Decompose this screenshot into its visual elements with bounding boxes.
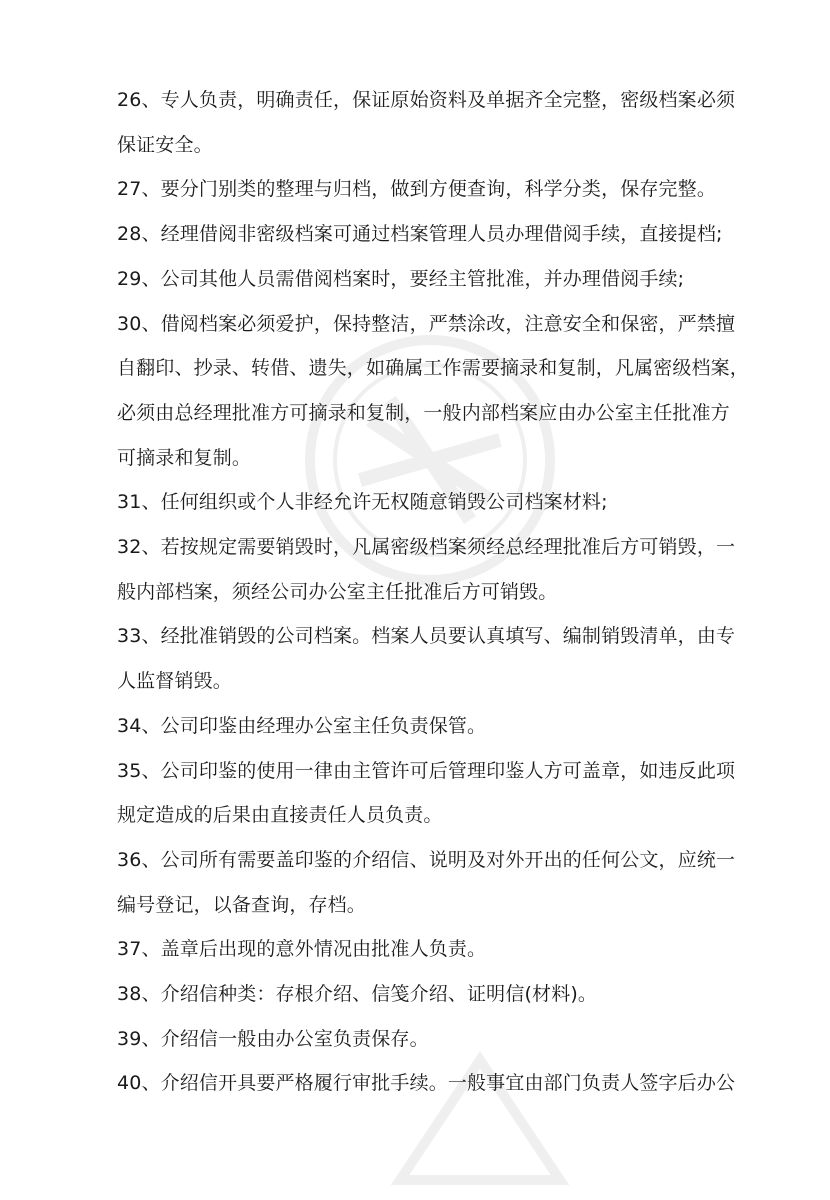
document-body [117, 78, 770, 1106]
text-line: 29、公司其他人员需借阅档案时，要经主管批准，并办理借阅手续; [117, 267, 685, 290]
text-line: 33、经批准销毁的公司档案。档案人员要认真填写、编制销毁清单，由专 [117, 625, 736, 648]
text-line: 自翻印、抄录、转借、遗失，如确属工作需要摘录和复制，凡属密级档案， [117, 357, 749, 380]
text-line: 32、若按规定需要销毁时，凡属密级档案须经总经理批准后方可销毁，一 [117, 536, 736, 559]
text-line: 可摘录和复制。 [117, 446, 252, 469]
text-line: 必须由总经理批准方可摘录和复制，一般内部档案应由办公室主任批准方 [117, 401, 730, 424]
text-line: 编号登记，以备查询，存档。 [117, 893, 366, 916]
text-line: 36、公司所有需要盖印鉴的介绍信、说明及对外开出的任何公文，应统一 [117, 848, 736, 871]
text-line: 27、要分门别类的整理与归档，做到方便查询，科学分类，保存完整。 [117, 178, 716, 201]
text-line: 35、公司印鉴的使用一律由主管许可后管理印鉴人方可盖章，如违反此项 [117, 759, 736, 782]
text-line: 26、专人负责，明确责任，保证原始资料及单据齐全完整，密级档案必须 [117, 89, 736, 111]
text-line: 保证安全。 [117, 133, 213, 156]
text-line: 38、介绍信种类：存根介绍、信笺介绍、证明信(材料)。 [117, 983, 598, 1006]
text-line: 34、公司印鉴由经理办公室主任负责保管。 [117, 714, 487, 737]
text-line: 人监督销毁。 [117, 670, 232, 693]
text-line: 30、借阅档案必须爱护，保持整洁，严禁涂改，注意安全和保密，严禁擅 [117, 312, 736, 335]
text-line: 39、介绍信一般由办公室负责保存。 [117, 1027, 429, 1050]
text-line: 28、经理借阅非密级档案可通过档案管理人员办理借阅手续，直接提档; [117, 223, 723, 246]
text-line: 般内部档案，须经公司办公室主任批准后方可销毁。 [117, 580, 558, 603]
text-line: 40、介绍信开具要严格履行审批手续。一般事宜由部门负责人签字后办公 [117, 1072, 736, 1095]
text-line: 规定造成的后果由直接责任人员负责。 [117, 804, 443, 827]
text-line: 31、任何组织或个人非经允许无权随意销毁公司档案材料; [117, 491, 608, 514]
text-line: 37、盖章后出现的意外情况由批准人负责。 [117, 938, 487, 961]
